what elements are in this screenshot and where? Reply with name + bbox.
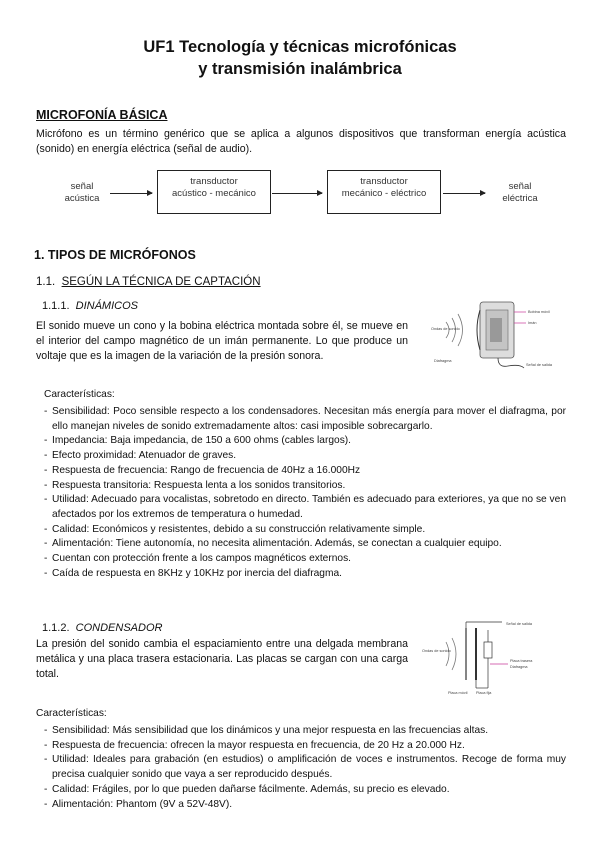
dynamic-feature-item: - Impedancia: Baja impedancia, de 150 a 600 ohms (cables largos). bbox=[44, 434, 566, 449]
dynamic-feature-item: - Sensibilidad: Poco sensible respecto a los condensadores. Necesitan más energía para mover el diafragma, por ello manejan niveles de sonido extremadamente altos: casi imposible sobrecargarlo. bbox=[44, 405, 566, 434]
flow-output-line2: eléctrica bbox=[502, 193, 538, 204]
dynamic-title: DINÁMICOS bbox=[75, 300, 138, 312]
condenser-wave-1 bbox=[446, 642, 449, 666]
dynamic-feature-item: - Alimentación: Tiene autonomía, no necesita alimentación. Además, se conectan a cualquier equipo. bbox=[44, 537, 566, 552]
dynamic-feature-item: - Caída de respuesta en 8KHz y 10KHz por inercia del diafragma. bbox=[44, 567, 566, 582]
flow-arrow-3 bbox=[443, 193, 485, 194]
page-title-line1: UF1 Tecnología y técnicas microfónicas bbox=[143, 38, 457, 56]
condenser-label-output: Señal de salida bbox=[506, 622, 532, 626]
intro-heading: MICROFONÍA BÁSICA bbox=[36, 108, 168, 122]
dynamic-feature-item: - Efecto proximidad: Atenuador de graves. bbox=[44, 449, 566, 464]
subsection-title: SEGÚN LA TÉCNICA DE CAPTACIÓN bbox=[61, 276, 261, 288]
flow-box1-line1: transductor bbox=[190, 176, 238, 187]
condenser-feature-item: - Calidad: Frágiles, por lo que pueden dañarse fácilmente. Además, su precio es elevado. bbox=[44, 783, 566, 798]
flow-input-label bbox=[52, 181, 112, 205]
dynamic-label-wave: Ondas de sonido bbox=[431, 327, 460, 331]
flow-arrow-1 bbox=[110, 193, 152, 194]
dynamic-feature-item: - Cuentan con protección frente a los campos magnéticos externos. bbox=[44, 552, 566, 567]
intro-text: Micrófono es un término genérico que se aplica a algunos dispositivos que transforman energía acústica (sonido) en energía eléctrica (señal de audio). bbox=[36, 128, 566, 155]
condenser-label-wave: Ondas de sonido bbox=[422, 649, 451, 653]
subsection-heading-capture bbox=[36, 276, 261, 288]
condenser-label-diaphragm: Diafragma bbox=[510, 665, 528, 669]
subsection-number: 1.1. bbox=[36, 276, 56, 288]
condenser-description: La presión del sonido cambia el espaciamiento entre una delgada membrana metálica y una placa trasera estacionaria. Las placas se cargan con una carga total. bbox=[36, 638, 408, 680]
flow-box1-line2: acústico - mecánico bbox=[172, 188, 256, 199]
flow-arrow-2 bbox=[272, 193, 322, 194]
condenser-label-backplate: Placa trasera bbox=[510, 659, 533, 663]
dynamic-label-output: Señal de salida bbox=[526, 363, 552, 367]
condenser-number: 1.1.2. bbox=[42, 622, 70, 634]
dynamic-heading bbox=[42, 300, 138, 312]
flow-input-line1: señal bbox=[70, 181, 94, 192]
condenser-mic-illustration bbox=[420, 618, 568, 696]
condenser-feature-item: - Respuesta de frecuencia: ofrecen la mayor respuesta en frecuencia, de 20 Hz a 20.000 Hz. bbox=[44, 739, 566, 754]
dynamic-features-label: Características: bbox=[44, 389, 115, 400]
resistor bbox=[484, 642, 492, 658]
dynamic-label-magnet: Imán bbox=[528, 321, 537, 325]
condenser-wave-2 bbox=[452, 638, 456, 670]
dynamic-feature-item: - Utilidad: Adecuado para vocalistas, sobretodo en directo. También es adecuado para exteriores, ya que no se ven afectados por los extremos de temperatura o humedad. bbox=[44, 493, 566, 522]
flow-box2-line2: mecánico - eléctrico bbox=[341, 188, 427, 199]
page-title-line2: y transmisión inalámbrica bbox=[198, 60, 402, 78]
flow-box2-line1: transductor bbox=[360, 176, 408, 187]
condenser-features-label: Características: bbox=[36, 708, 107, 719]
section-heading-types: 1. TIPOS DE MICRÓFONOS bbox=[34, 248, 196, 262]
flow-output-line1: señal bbox=[508, 181, 532, 192]
dynamic-label-diaphragm: Diafragma bbox=[434, 359, 452, 363]
dynamic-number: 1.1.1. bbox=[42, 300, 70, 312]
condenser-feature-item: - Sensibilidad: Más sensibilidad que los dinámicos y una mejor respuesta en las frecuencias altas. bbox=[44, 724, 566, 739]
condenser-features-list bbox=[44, 724, 566, 812]
flow-input-line2: acústica bbox=[64, 193, 100, 204]
dynamic-feature-item: - Respuesta de frecuencia: Rango de frecuencia de 40Hz a 16.000Hz bbox=[44, 464, 566, 479]
output-cable bbox=[498, 358, 524, 368]
dynamic-label-coil: Bobina móvil bbox=[528, 310, 550, 314]
dynamic-feature-item: - Respuesta transitoria: Respuesta lenta a los sonidos transitorios. bbox=[44, 479, 566, 494]
dynamic-description: El sonido mueve un cono y la bobina eléctrica montada sobre él, se mueve en el interior del campo magnético de un imán permanente. Lo que produce un voltaje que es la imagen de la variación de la presión sonora. bbox=[36, 320, 408, 362]
condenser-feature-item: - Utilidad: Ideales para grabación (en estudios) o amplificación de voces e instrumentos. Recoge de forma muy precisa cualquier sonido que vaya a ser reproducido después. bbox=[44, 753, 566, 782]
flow-output-label bbox=[488, 181, 552, 205]
dynamic-feature-item: - Calidad: Económicos y resistentes, debido a su construcción relativamente simple. bbox=[44, 523, 566, 538]
flow-box-acoustic-mechanical bbox=[157, 170, 271, 214]
flow-box-mechanical-electric bbox=[327, 170, 441, 214]
condenser-label-moving-plate: Placa móvil bbox=[448, 691, 468, 695]
condenser-label-fixed-plate: Placa fija bbox=[476, 691, 492, 695]
dynamic-features-list bbox=[44, 405, 566, 581]
condenser-feature-item: - Alimentación: Phantom (9V a 52V-48V). bbox=[44, 798, 566, 813]
condenser-heading bbox=[42, 622, 162, 634]
diaphragm bbox=[477, 310, 480, 350]
dynamic-mic-illustration bbox=[428, 296, 568, 374]
condenser-title: CONDENSADOR bbox=[75, 622, 163, 634]
voice-coil bbox=[490, 318, 502, 342]
